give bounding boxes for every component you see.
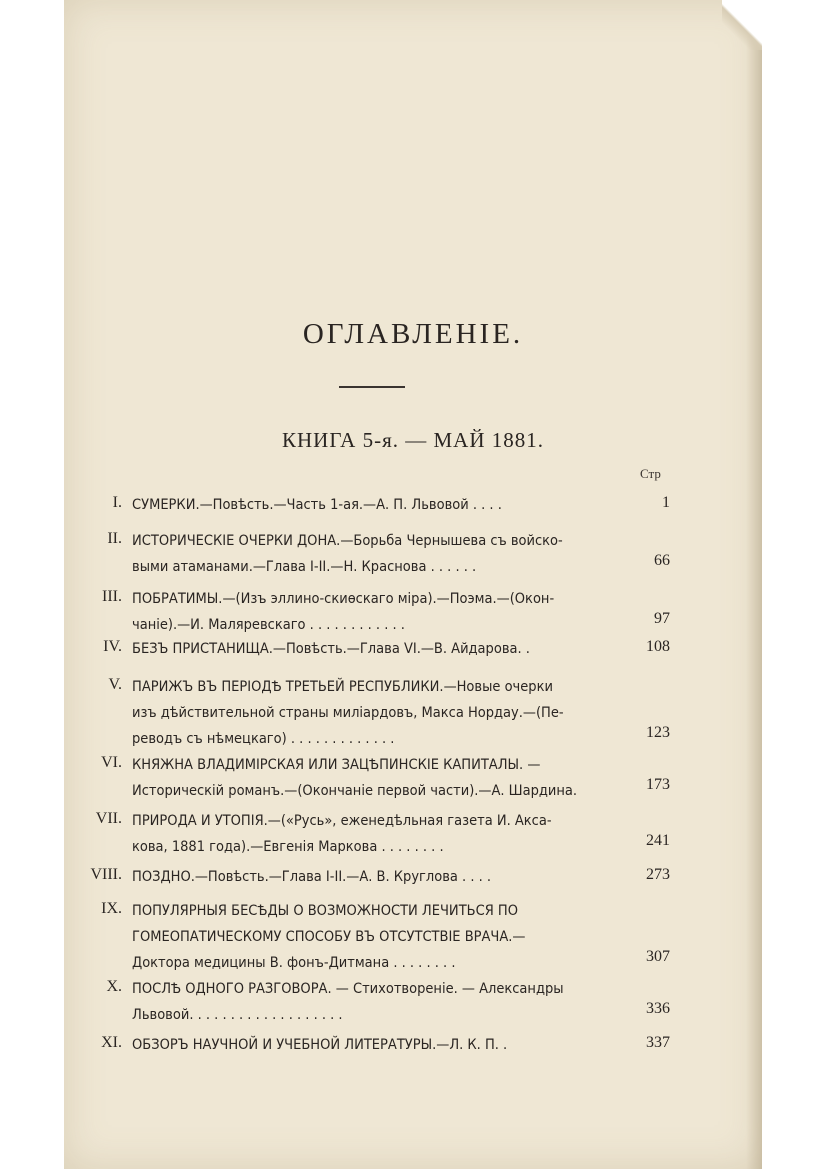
entry-line: ПОЗДНО.—Повѣсть.—Глава I-II.—А. В. Круглова . . . . — [132, 869, 492, 885]
entry-page-number: 273 — [646, 866, 670, 883]
entry-number: V. — [108, 676, 122, 693]
entry-line: Доктора медицины В. фонъ-Дитмана . . . . . . . . — [132, 955, 456, 971]
entry-page-number: 337 — [646, 1034, 670, 1051]
entry-line: СУМЕРКИ.—Повѣсть.—Часть 1-ая.—А. П. Львовой . . . . — [132, 497, 502, 513]
entry-number: III. — [102, 588, 122, 605]
entry-page-number: 97 — [654, 610, 670, 627]
entry-number: VI. — [101, 754, 122, 771]
title-divider — [339, 386, 405, 388]
entry-number: I. — [112, 494, 122, 511]
entry-line: чаніе).—И. Маляревскаго . . . . . . . . . . . . — [132, 617, 405, 633]
entry-line: КНЯЖНА ВЛАДИМІРСКАЯ ИЛИ ЗАЦѢПИНСКІЕ КАПИТАЛЫ. — — [132, 757, 541, 773]
entry-number: VII. — [95, 810, 122, 827]
page-edge-shadow — [746, 0, 762, 1169]
entry-line: выми атаманами.—Глава I-II.—Н. Краснова . . . . . . — [132, 559, 477, 575]
entry-line: ПАРИЖЪ ВЪ ПЕРІОДѢ ТРЕТЬЕЙ РЕСПУБЛИКИ.—Новые очерки — [132, 679, 553, 695]
entry-line: ПОСЛѢ ОДНОГО РАЗГОВОРА. — Стихотвореніе. — Александры — [132, 981, 564, 997]
page-column-header: Стр — [640, 466, 661, 481]
entry-line: изъ дѣйствительной страны миліардовъ, Макса Нордау.—(Пе- — [132, 705, 564, 721]
entry-line: Львовой. . . . . . . . . . . . . . . . . . . — [132, 1007, 343, 1023]
entry-line: ГОМЕОПАТИЧЕСКОМУ СПОСОБУ ВЪ ОТСУТСТВІЕ ВРАЧА.— — [132, 929, 526, 945]
entry-line: ПРИРОДА И УТОПІЯ.—(«Русь», еженедѣльная газета И. Акса- — [132, 813, 552, 829]
page-corner-fold — [722, 0, 762, 50]
entry-number: X. — [106, 978, 122, 995]
entry-number: II. — [107, 530, 122, 547]
entry-number: IX. — [101, 900, 122, 917]
entry-page-number: 336 — [646, 1000, 670, 1017]
entry-page-number: 307 — [646, 948, 670, 965]
entry-line: кова, 1881 года).—Евгенія Маркова . . . . . . . . — [132, 839, 444, 855]
page-title: ОГЛАВЛЕНІЕ. — [302, 318, 524, 350]
entry-line: реводъ съ нѣмецкаго) . . . . . . . . . . . . . — [132, 731, 395, 747]
entry-line: ОБЗОРЪ НАУЧНОЙ И УЧЕБНОЙ ЛИТЕРАТУРЫ.—Л. К. П. . — [132, 1037, 508, 1053]
entry-line: ИСТОРИЧЕСКІЕ ОЧЕРКИ ДОНА.—Борьба Чернышева съ войско- — [132, 533, 563, 549]
entry-page-number: 1 — [662, 494, 670, 511]
entry-line: ПОПУЛЯРНЫЯ БЕСѢДЫ О ВОЗМОЖНОСТИ ЛЕЧИТЬСЯ ПО — [132, 903, 518, 919]
entry-page-number: 241 — [646, 832, 670, 849]
entry-page-number: 123 — [646, 724, 670, 741]
entry-number: IV. — [103, 638, 122, 655]
entry-page-number: 108 — [646, 638, 670, 655]
entry-number: XI. — [101, 1034, 122, 1051]
entry-page-number: 173 — [646, 776, 670, 793]
entry-line: БЕЗЪ ПРИСТАНИЩА.—Повѣсть.—Глава VI.—В. Айдарова. . — [132, 641, 530, 657]
entry-line: ПОБРАТИМЫ.—(Изъ эллино-скиѳскаго міра).—Поэма.—(Окон- — [132, 591, 555, 607]
entry-number: VIII. — [90, 866, 122, 883]
entry-line: Историческій романъ.—(Окончаніе первой части).—А. Шардина. — [132, 783, 578, 799]
book-subtitle: КНИГА 5-я. — МАЙ 1881. — [281, 428, 544, 452]
entry-page-number: 66 — [654, 552, 670, 569]
